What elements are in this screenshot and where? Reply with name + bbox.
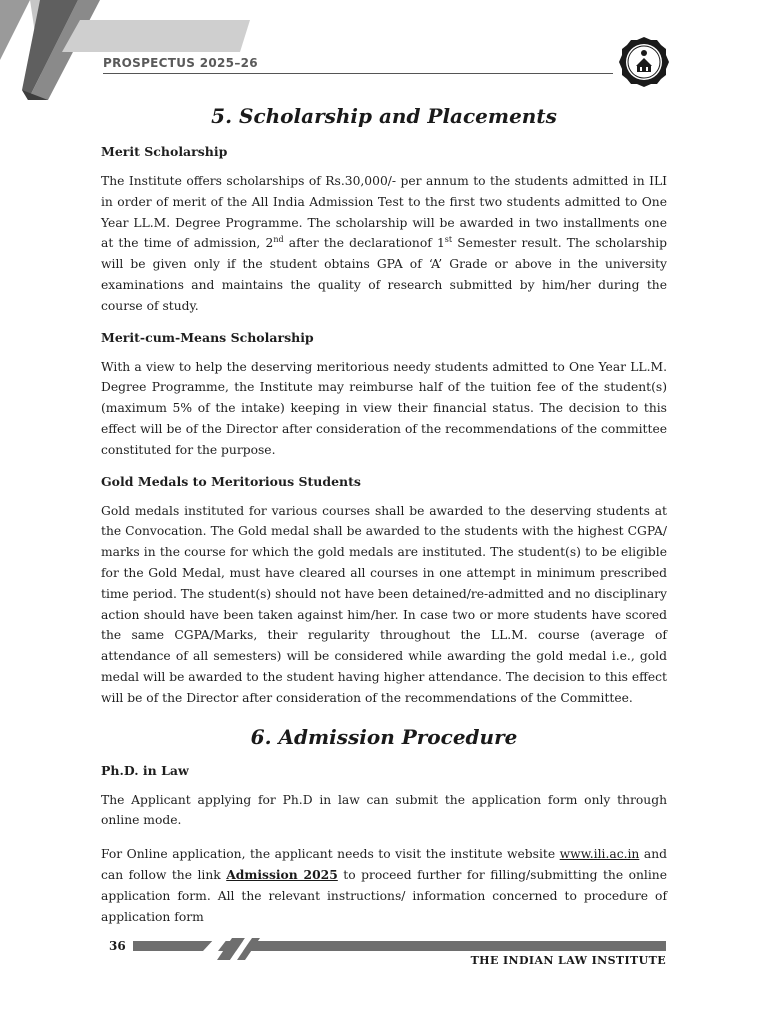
paragraph-phd-online: The Applicant applying for Ph.D in law can submit the application form only through online mode.: [101, 792, 667, 828]
subheading-merit-scholarship: Merit Scholarship: [101, 144, 228, 159]
header-decoration: [0, 0, 300, 110]
paragraph-merit-cum-means: With a view to help the deserving meritorious needy students admitted to One Year LL.M. Degree Programme, the Institute may reimburse half of the tuition fee of the student(s) (maximum 5% of the intake) keeping in view their financial status. The decision to this effect will be of the Director after consideration of the recommendations of the committee constituted for the purpose.: [101, 359, 667, 457]
subheading-phd-law: Ph.D. in Law: [101, 762, 189, 778]
paragraph-gold-medals: Gold medals instituted for various courses shall be awarded to the deserving students at the Convocation. The Gold medal shall be awarded to the students with the highest CGPA/ marks in the course for which the gold medals are instituted. The student(s) to be eligible for the Gold Medal, must have cleared all courses in one attempt in minimum prescribed time period. The student(s) should not have been detained/re-admitted and no disciplinary action should have been taken against him/her. In case two or more students have scored the same CGPA/Marks, their regularity throughout the LL.M. course (average of attendance of all semesters) will be considered while awarding the gold medal i.e., gold medal will be awarded to the student having higher attendance. The decision to this effect will be of the Director after consideration of the recommendations of the Committee.: [101, 503, 667, 705]
subheading-gold-medals: Gold Medals to Meritorious Students: [101, 473, 361, 489]
website-link[interactable]: www.ili.ac.in: [559, 847, 640, 862]
page-content: [101, 100, 667, 940]
prospectus-label: PROSPECTUS 2025–26: [103, 56, 258, 70]
footer-institute-name: THE INDIAN LAW INSTITUTE: [470, 954, 666, 967]
paragraph-merit-scholarship: The Institute offers scholarships of Rs.30,000/- per annum to the students admitted in ILI in order of merit of the All India Admission Test to the first two students admitted to One Year LL.M. Degree Programme. The scholarship will be awarded in two installments one at the time of admission, 2nd after the declarationof 1st Semester result. The scholarship will be given only if the student obtains GPA of ‘A’ Grade or above in the university examinations and maintains the quality of research submitted by him/her during the course of study.: [101, 174, 667, 313]
paragraph-online-application: For Online application, the applicant needs to visit the institute website www.ili.ac.in and can follow the link Admission 2025 to proceed further for filling/submitting the online application form. All the relevant instructions/ information concerned to procedure of application form: [101, 847, 667, 924]
admission-2025-link[interactable]: Admission 2025: [226, 866, 338, 882]
section-title-admission: 6. Admission Procedure: [250, 724, 518, 749]
header-rule: [103, 73, 613, 74]
page-number: 36: [109, 939, 126, 953]
institute-seal-icon: [618, 36, 670, 88]
section-title-scholarship: 5. Scholarship and Placements: [211, 104, 557, 128]
subheading-merit-cum-means: Merit-cum-Means Scholarship: [101, 329, 314, 345]
